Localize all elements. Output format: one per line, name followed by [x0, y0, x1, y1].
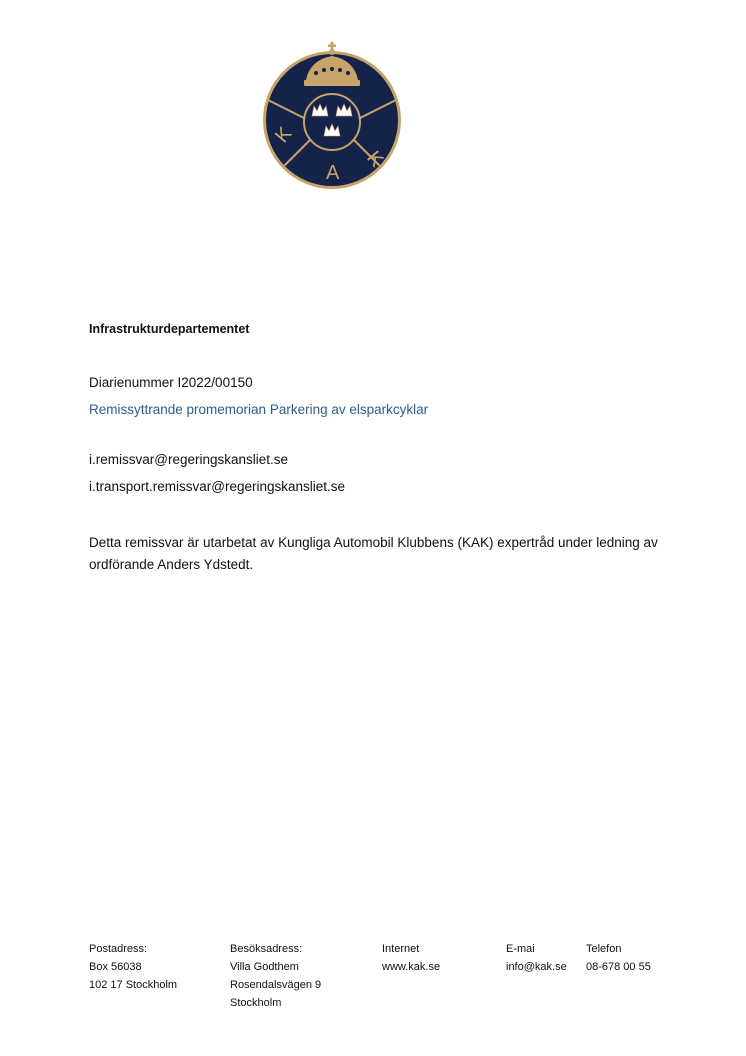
diarienummer: Diarienummer I2022/00150	[89, 375, 253, 390]
footer-besoksadress-label: Besöksadress:	[230, 943, 303, 955]
footer-besoksadress-line: Villa Godthem	[230, 961, 299, 973]
footer-internet-label: Internet	[382, 943, 420, 955]
recipient-heading: Infrastrukturdepartementet	[89, 322, 250, 336]
email-transport-remissvar: i.transport.remissvar@regeringskansliet.se	[89, 479, 346, 494]
logo-letter-a: A	[326, 162, 340, 184]
footer-telefon	[586, 940, 651, 976]
footer-telefon-number: 08-678 00 55	[586, 961, 651, 973]
footer-postadress	[89, 940, 177, 994]
footer-telefon-label: Telefon	[586, 943, 622, 955]
footer-internet	[382, 940, 440, 976]
footer-email	[506, 940, 567, 976]
footer-besoksadress-line: Rosendalsvägen 9	[230, 979, 322, 991]
footer-besoksadress-line: Stockholm	[230, 997, 282, 1009]
kak-logo	[262, 40, 402, 190]
footer-email-link[interactable]: info@kak.se	[506, 961, 567, 973]
footer-email-label: E-mai	[506, 943, 535, 955]
logo-letter-k-left: K	[270, 122, 297, 148]
email-remissvar: i.remissvar@regeringskansliet.se	[89, 452, 289, 467]
logo-letter-k-right: K	[362, 147, 388, 172]
body-paragraph: Detta remissvar är utarbetat av Kungliga Automobil Klubbens (KAK) expertråd under ledning av ordförande Anders Ydstedt.	[89, 535, 658, 572]
footer-besoksadress	[230, 940, 321, 1012]
subject-line: Remissyttrande promemorian Parkering av elsparkcyklar	[89, 402, 429, 417]
footer-postadress-line: 102 17 Stockholm	[89, 979, 178, 991]
kak-emblem-icon	[262, 40, 402, 190]
footer-internet-link[interactable]: www.kak.se	[382, 961, 441, 973]
footer-postadress-line: Box 56038	[89, 961, 142, 973]
footer-postadress-label: Postadress:	[89, 943, 148, 955]
